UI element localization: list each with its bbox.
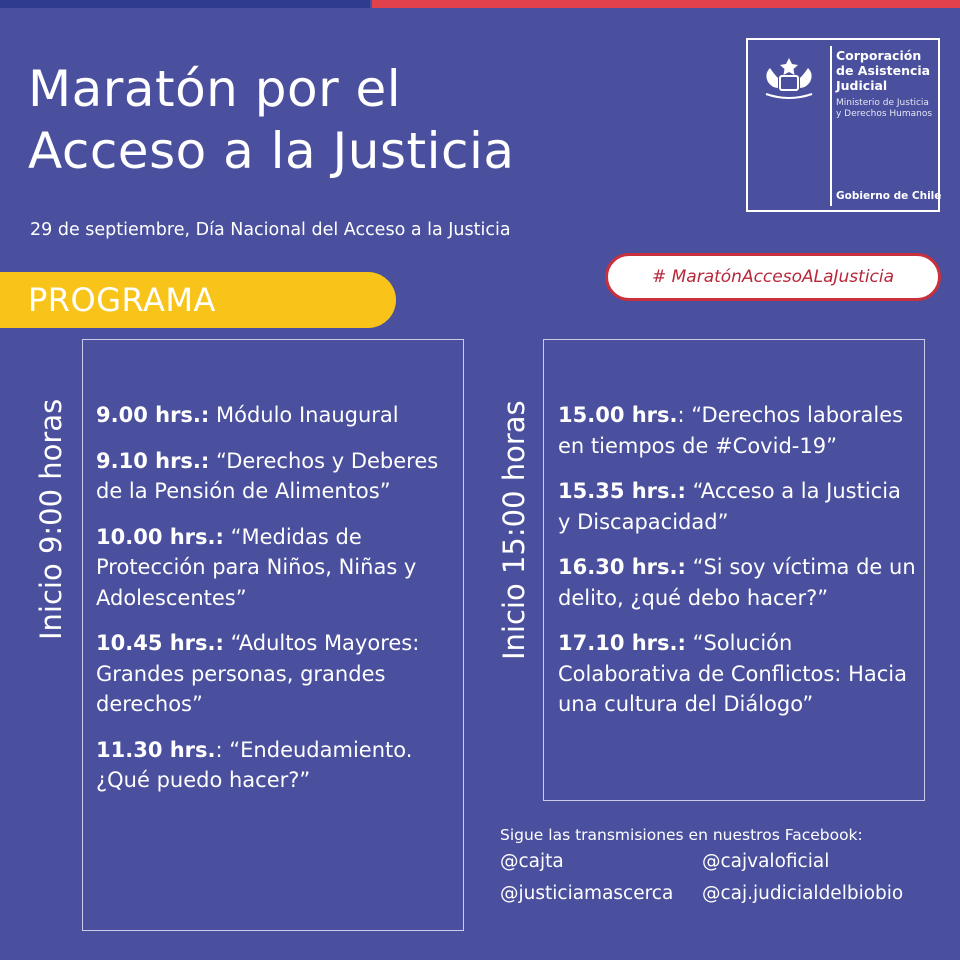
schedule-item <box>96 522 456 614</box>
schedule-text: “Acceso a la Justicia y Discapacidad” <box>558 479 901 534</box>
hashtag-badge: # MaratónAccesoALaJusticia <box>605 253 941 301</box>
schedule-time: 9.10 hrs.: <box>96 448 210 473</box>
schedule-item <box>558 400 918 461</box>
afternoon-start-label: Inicio 15:00 horas <box>497 400 531 660</box>
schedule-text: : “Endeudamiento. ¿Qué puedo hacer?” <box>96 737 413 792</box>
schedule-text: “Solución Colaborativa de Conflictos: Hacia una cultura del Diálogo” <box>558 631 907 716</box>
schedule-text: Módulo Inaugural <box>209 403 399 427</box>
programa-label: PROGRAMA <box>28 281 216 319</box>
schedule-item <box>558 552 918 613</box>
schedule-time: 15.00 hrs. <box>558 403 678 427</box>
logo-ministry <box>836 98 932 120</box>
logo-government: Gobierno de Chile <box>836 190 942 202</box>
afternoon-schedule-list <box>558 400 918 735</box>
title-line-1: Maratón por el <box>28 60 402 118</box>
schedule-time: 10.00 hrs.: <box>96 524 224 549</box>
facebook-handle[interactable]: @justiciamascerca <box>500 883 674 904</box>
social-handles <box>500 848 940 908</box>
institution-logo <box>746 38 940 212</box>
schedule-time: 15.35 hrs.: <box>558 479 686 503</box>
schedule-time: 11.30 hrs. <box>96 737 216 762</box>
schedule-text: “Medidas de Protección para Niños, Niñas y Adolescentes” <box>96 524 417 610</box>
logo-ministry-line-2: y Derechos Humanos <box>836 109 933 119</box>
top-stripe-blue <box>0 0 370 8</box>
logo-divider <box>830 46 832 206</box>
schedule-text: “Adultos Mayores: Grandes personas, grandes derechos” <box>96 631 420 716</box>
schedule-item <box>558 628 918 720</box>
subtitle: 29 de septiembre, Día Nacional del Acceso a la Justicia <box>30 220 511 240</box>
schedule-item <box>558 476 918 537</box>
morning-start-label: Inicio 9:00 horas <box>34 398 68 640</box>
logo-name-line-3: Judicial <box>836 78 888 93</box>
schedule-item <box>96 400 456 431</box>
logo-name <box>836 48 930 93</box>
schedule-time: 16.30 hrs.: <box>558 555 686 579</box>
schedule-item <box>96 446 456 507</box>
morning-schedule-list <box>96 400 456 811</box>
schedule-time: 9.00 hrs.: <box>96 403 210 427</box>
schedule-time: 17.10 hrs.: <box>558 631 686 655</box>
coat-of-arms-icon <box>758 52 820 102</box>
schedule-item <box>96 628 456 720</box>
schedule-item <box>96 735 456 796</box>
social-heading: Sigue las transmisiones en nuestros Facebook: <box>500 826 863 844</box>
schedule-text: : “Derechos laborales en tiempos de #Covid-19” <box>558 403 904 458</box>
page-title <box>28 58 515 182</box>
social-section <box>500 826 940 908</box>
logo-ministry-line-1: Ministerio de Justicia <box>836 98 929 108</box>
schedule-text: “Derechos y Deberes de la Pensión de Alimentos” <box>96 448 439 503</box>
programa-banner <box>0 272 396 328</box>
schedule-text: “Si soy víctima de un delito, ¿qué debo hacer?” <box>558 555 916 610</box>
title-line-2: Acceso a la Justicia <box>28 122 515 180</box>
logo-name-line-2: de Asistencia <box>836 63 931 78</box>
logo-name-line-1: Corporación <box>836 48 922 63</box>
top-stripe-red <box>372 0 960 8</box>
schedule-time: 10.45 hrs.: <box>96 631 224 655</box>
facebook-handle[interactable]: @cajvaloficial <box>702 851 830 872</box>
facebook-handle[interactable]: @caj.judicialdelbiobio <box>702 883 904 904</box>
facebook-handle[interactable]: @cajta <box>500 851 564 872</box>
